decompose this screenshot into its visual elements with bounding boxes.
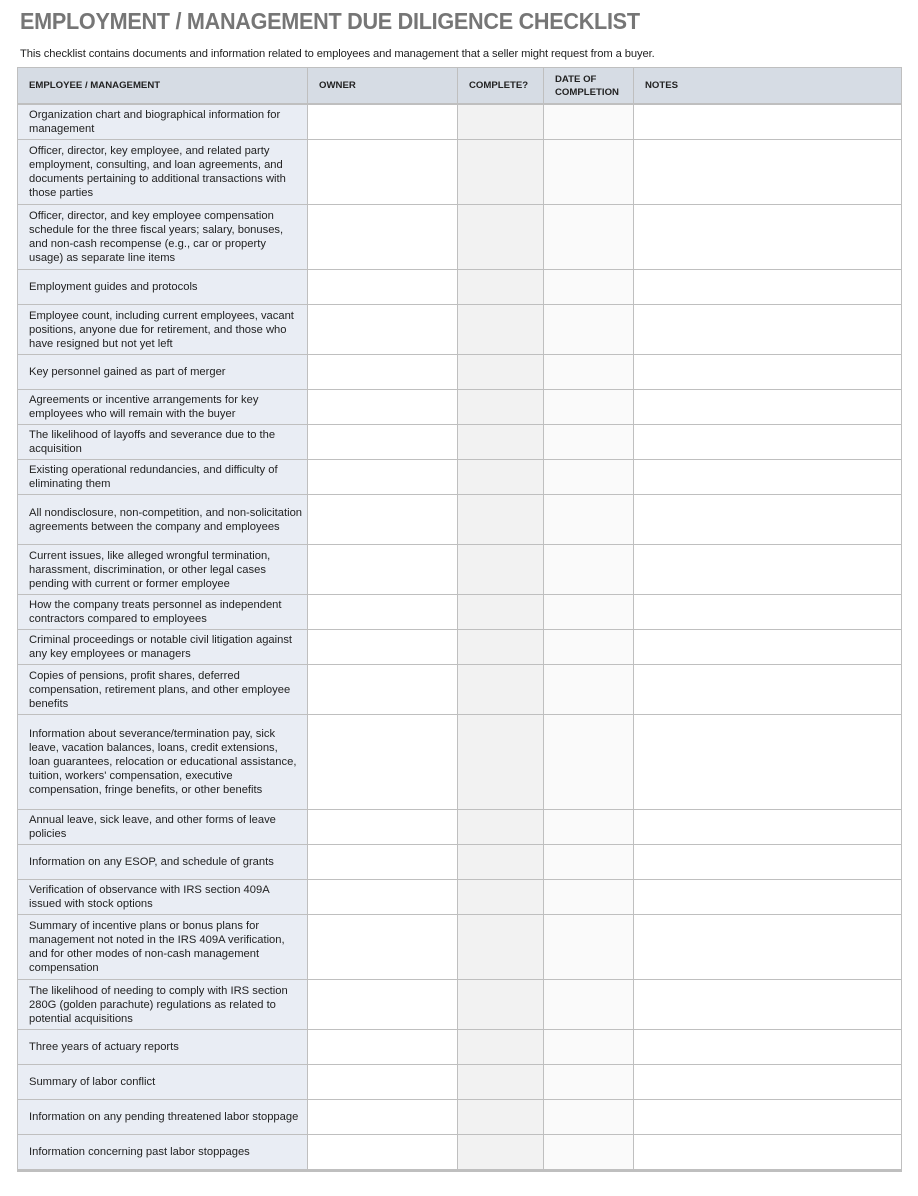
- checklist-body: [18, 104, 902, 1171]
- column-header-notes: NOTES: [634, 68, 902, 105]
- notes-cell[interactable]: [634, 915, 902, 980]
- owner-cell[interactable]: [308, 104, 458, 140]
- item-cell: Summary of incentive plans or bonus plans for management not noted in the IRS 409A verification, and for other modes of non-cash management compensation: [18, 915, 308, 980]
- table-row: [18, 810, 902, 845]
- complete-cell[interactable]: [458, 355, 544, 390]
- notes-cell[interactable]: [634, 665, 902, 715]
- owner-cell[interactable]: [308, 140, 458, 205]
- table-row: [18, 104, 902, 140]
- complete-cell[interactable]: [458, 665, 544, 715]
- table-row: [18, 1030, 902, 1065]
- date-cell[interactable]: [544, 915, 634, 980]
- column-header-date: [544, 68, 634, 105]
- notes-cell[interactable]: [634, 715, 902, 810]
- item-cell: Employment guides and protocols: [18, 270, 308, 305]
- notes-cell[interactable]: [634, 305, 902, 355]
- notes-cell[interactable]: [634, 845, 902, 880]
- item-cell: Current issues, like alleged wrongful termination, harassment, discrimination, or other legal cases pending with current or former employee: [18, 545, 308, 595]
- table-row: [18, 845, 902, 880]
- date-cell[interactable]: [544, 390, 634, 425]
- item-cell: Information on any ESOP, and schedule of grants: [18, 845, 308, 880]
- complete-cell[interactable]: [458, 305, 544, 355]
- date-cell[interactable]: [544, 810, 634, 845]
- date-cell[interactable]: [544, 355, 634, 390]
- owner-cell[interactable]: [308, 1135, 458, 1171]
- item-cell: Copies of pensions, profit shares, deferred compensation, retirement plans, and other employee benefits: [18, 665, 308, 715]
- owner-cell[interactable]: [308, 880, 458, 915]
- owner-cell[interactable]: [308, 810, 458, 845]
- complete-cell[interactable]: [458, 630, 544, 665]
- item-cell: Three years of actuary reports: [18, 1030, 308, 1065]
- notes-cell[interactable]: [634, 495, 902, 545]
- item-cell: Officer, director, and key employee compensation schedule for the three fiscal years; salary, bonuses, and non-cash recompense (e.g., car or property usage) as separate line items: [18, 205, 308, 270]
- owner-cell[interactable]: [308, 845, 458, 880]
- checklist-table: [17, 67, 902, 1172]
- table-row: [18, 630, 902, 665]
- table-row: [18, 355, 902, 390]
- table-row: [18, 880, 902, 915]
- owner-cell[interactable]: [308, 545, 458, 595]
- table-row: [18, 1065, 902, 1100]
- item-cell: Summary of labor conflict: [18, 1065, 308, 1100]
- date-cell[interactable]: [544, 104, 634, 140]
- complete-cell[interactable]: [458, 1100, 544, 1135]
- complete-cell[interactable]: [458, 205, 544, 270]
- owner-cell[interactable]: [308, 460, 458, 495]
- table-row: [18, 1100, 902, 1135]
- item-cell: Organization chart and biographical information for management: [18, 104, 308, 140]
- complete-cell[interactable]: [458, 980, 544, 1030]
- table-row: [18, 915, 902, 980]
- complete-cell[interactable]: [458, 140, 544, 205]
- complete-cell[interactable]: [458, 810, 544, 845]
- notes-cell[interactable]: [634, 205, 902, 270]
- item-cell: The likelihood of needing to comply with IRS section 280G (golden parachute) regulations as related to potential acquisitions: [18, 980, 308, 1030]
- item-cell: All nondisclosure, non-competition, and non-solicitation agreements between the company and employees: [18, 495, 308, 545]
- owner-cell[interactable]: [308, 495, 458, 545]
- table-row: [18, 595, 902, 630]
- notes-cell[interactable]: [634, 545, 902, 595]
- complete-cell[interactable]: [458, 1135, 544, 1171]
- notes-cell[interactable]: [634, 270, 902, 305]
- item-cell: Information about severance/termination pay, sick leave, vacation balances, loans, credit extensions, loan guarantees, relocation or educational assistance, tuition, workers' compensation, executive compensation, fringe benefits, or other benefits: [18, 715, 308, 810]
- column-header-date-line1: DATE OF: [555, 73, 597, 85]
- notes-cell[interactable]: [634, 980, 902, 1030]
- date-cell[interactable]: [544, 270, 634, 305]
- table-row: [18, 140, 902, 205]
- item-cell: Verification of observance with IRS section 409A issued with stock options: [18, 880, 308, 915]
- page-title: EMPLOYMENT / MANAGEMENT DUE DILIGENCE CHECKLIST: [20, 8, 640, 34]
- table-row: [18, 715, 902, 810]
- notes-cell[interactable]: [634, 355, 902, 390]
- table-row: [18, 270, 902, 305]
- owner-cell[interactable]: [308, 665, 458, 715]
- notes-cell[interactable]: [634, 390, 902, 425]
- owner-cell[interactable]: [308, 390, 458, 425]
- column-header-date-line2: COMPLETION: [555, 86, 619, 98]
- owner-cell[interactable]: [308, 355, 458, 390]
- item-cell: Employee count, including current employees, vacant positions, anyone due for retirement, and those who have resigned but not yet left: [18, 305, 308, 355]
- owner-cell[interactable]: [308, 270, 458, 305]
- notes-cell[interactable]: [634, 104, 902, 140]
- date-cell[interactable]: [544, 140, 634, 205]
- date-cell[interactable]: [544, 425, 634, 460]
- table-row: [18, 425, 902, 460]
- complete-cell[interactable]: [458, 715, 544, 810]
- date-cell[interactable]: [544, 545, 634, 595]
- owner-cell[interactable]: [308, 1065, 458, 1100]
- owner-cell[interactable]: [308, 425, 458, 460]
- table-row: [18, 495, 902, 545]
- date-cell[interactable]: [544, 1100, 634, 1135]
- owner-cell[interactable]: [308, 305, 458, 355]
- complete-cell[interactable]: [458, 390, 544, 425]
- owner-cell[interactable]: [308, 1100, 458, 1135]
- column-header-item: EMPLOYEE / MANAGEMENT: [18, 68, 308, 105]
- notes-cell[interactable]: [634, 880, 902, 915]
- table-row: [18, 980, 902, 1030]
- date-cell[interactable]: [544, 305, 634, 355]
- owner-cell[interactable]: [308, 205, 458, 270]
- notes-cell[interactable]: [634, 810, 902, 845]
- item-cell: Existing operational redundancies, and difficulty of eliminating them: [18, 460, 308, 495]
- complete-cell[interactable]: [458, 460, 544, 495]
- date-cell[interactable]: [544, 205, 634, 270]
- owner-cell[interactable]: [308, 715, 458, 810]
- owner-cell[interactable]: [308, 1030, 458, 1065]
- item-cell: Agreements or incentive arrangements for key employees who will remain with the buyer: [18, 390, 308, 425]
- column-header-complete: COMPLETE?: [458, 68, 544, 105]
- column-header-owner: OWNER: [308, 68, 458, 105]
- owner-cell[interactable]: [308, 595, 458, 630]
- complete-cell[interactable]: [458, 595, 544, 630]
- notes-cell[interactable]: [634, 1030, 902, 1065]
- complete-cell[interactable]: [458, 425, 544, 460]
- date-cell[interactable]: [544, 1065, 634, 1100]
- date-cell[interactable]: [544, 845, 634, 880]
- item-cell: How the company treats personnel as independent contractors compared to employees: [18, 595, 308, 630]
- date-cell[interactable]: [544, 595, 634, 630]
- table-row: [18, 460, 902, 495]
- table-row: [18, 545, 902, 595]
- complete-cell[interactable]: [458, 1030, 544, 1065]
- item-cell: Annual leave, sick leave, and other forms of leave policies: [18, 810, 308, 845]
- table-row: [18, 205, 902, 270]
- table-header-row: [18, 68, 902, 105]
- notes-cell[interactable]: [634, 595, 902, 630]
- complete-cell[interactable]: [458, 270, 544, 305]
- complete-cell[interactable]: [458, 880, 544, 915]
- item-cell: The likelihood of layoffs and severance due to the acquisition: [18, 425, 308, 460]
- table-row: [18, 305, 902, 355]
- complete-cell[interactable]: [458, 915, 544, 980]
- notes-cell[interactable]: [634, 630, 902, 665]
- date-cell[interactable]: [544, 880, 634, 915]
- date-cell[interactable]: [544, 715, 634, 810]
- item-cell: Key personnel gained as part of merger: [18, 355, 308, 390]
- complete-cell[interactable]: [458, 545, 544, 595]
- item-cell: Information on any pending threatened labor stoppage: [18, 1100, 308, 1135]
- table-row: [18, 665, 902, 715]
- date-cell[interactable]: [544, 460, 634, 495]
- table-row: [18, 390, 902, 425]
- date-cell[interactable]: [544, 1135, 634, 1171]
- notes-cell[interactable]: [634, 140, 902, 205]
- date-cell[interactable]: [544, 1030, 634, 1065]
- notes-cell[interactable]: [634, 1135, 902, 1171]
- complete-cell[interactable]: [458, 1065, 544, 1100]
- complete-cell[interactable]: [458, 845, 544, 880]
- item-cell: Officer, director, key employee, and related party employment, consulting, and loan agreements, and documents pertaining to additional transactions with those parties: [18, 140, 308, 205]
- item-cell: Information concerning past labor stoppages: [18, 1135, 308, 1171]
- owner-cell[interactable]: [308, 980, 458, 1030]
- owner-cell[interactable]: [308, 915, 458, 980]
- table-row: [18, 1135, 902, 1171]
- complete-cell[interactable]: [458, 495, 544, 545]
- date-cell[interactable]: [544, 665, 634, 715]
- notes-cell[interactable]: [634, 460, 902, 495]
- item-cell: Criminal proceedings or notable civil litigation against any key employees or managers: [18, 630, 308, 665]
- date-cell[interactable]: [544, 980, 634, 1030]
- notes-cell[interactable]: [634, 1065, 902, 1100]
- date-cell[interactable]: [544, 495, 634, 545]
- date-cell[interactable]: [544, 630, 634, 665]
- notes-cell[interactable]: [634, 425, 902, 460]
- notes-cell[interactable]: [634, 1100, 902, 1135]
- page-description: This checklist contains documents and information related to employees and management that a seller might request from a buyer.: [20, 48, 655, 60]
- complete-cell[interactable]: [458, 104, 544, 140]
- owner-cell[interactable]: [308, 630, 458, 665]
